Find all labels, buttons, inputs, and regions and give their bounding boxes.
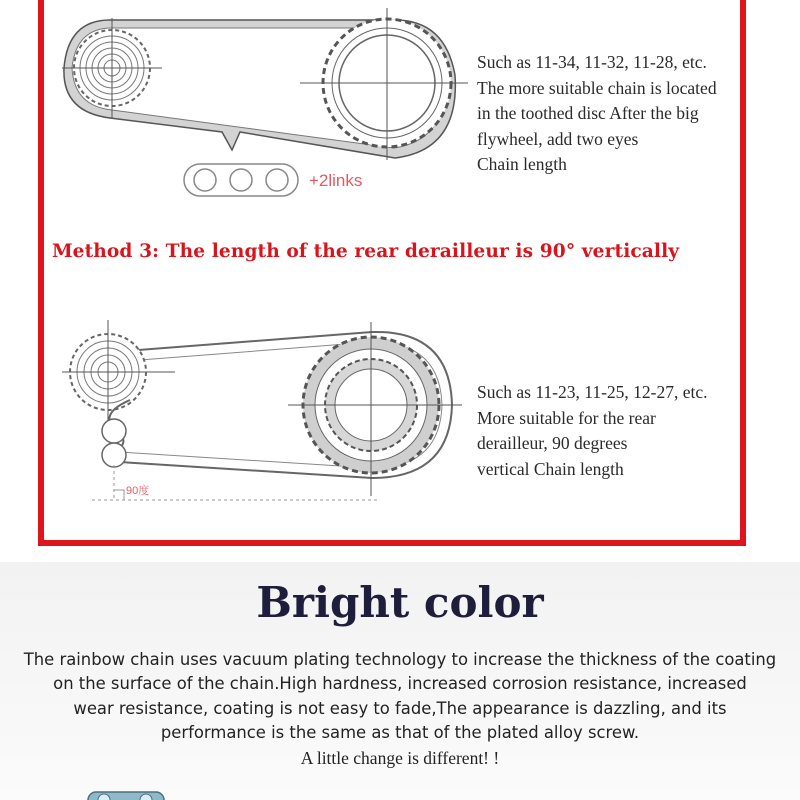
chain-diagram-plus-two-links bbox=[62, 8, 468, 196]
chain-image-peek bbox=[86, 790, 166, 800]
description-line: Chain length bbox=[477, 154, 567, 174]
description-line: in the toothed disc After the big bbox=[477, 103, 699, 123]
description-line: A little change is different! ! bbox=[300, 747, 500, 768]
diagram2-description bbox=[477, 380, 708, 482]
plus-two-links-label: +2links bbox=[309, 171, 363, 190]
description-line: The rainbow chain uses vacuum plating technology to increase the thickness of the coating bbox=[23, 650, 777, 669]
description-line: wear resistance, coating is not easy to fade,The appearance is dazzling, and its bbox=[73, 698, 727, 718]
description-line: The more suitable chain is located bbox=[477, 77, 717, 98]
diagram1-description bbox=[477, 50, 717, 178]
description-line: vertical Chain length bbox=[477, 458, 624, 479]
feature-description bbox=[0, 648, 800, 770]
description-line: Such as 11-23, 11-25, 12-27, etc. bbox=[477, 382, 708, 402]
method-heading: Method 3: The length of the rear derailleur is 90° vertically bbox=[52, 241, 680, 262]
description-line: flywheel, add two eyes bbox=[477, 128, 639, 149]
extra-links-icon bbox=[184, 164, 298, 196]
description-line: Such as 11-34, 11-32, 11-28, etc. bbox=[477, 52, 707, 72]
chainring bbox=[288, 322, 462, 496]
description-line: performance is the same as that of the plated alloy screw. bbox=[160, 723, 640, 743]
feature-title: Bright color bbox=[256, 578, 544, 627]
ninety-degree-label: 90度 bbox=[126, 485, 150, 497]
description-line: derailleur, 90 degrees bbox=[477, 433, 628, 453]
description-line: More suitable for the rear bbox=[477, 407, 656, 428]
chain-diagram-derailleur-90 bbox=[62, 320, 462, 500]
description-line: on the surface of the chain.High hardness, increased corrosion resistance, increased bbox=[53, 674, 747, 694]
